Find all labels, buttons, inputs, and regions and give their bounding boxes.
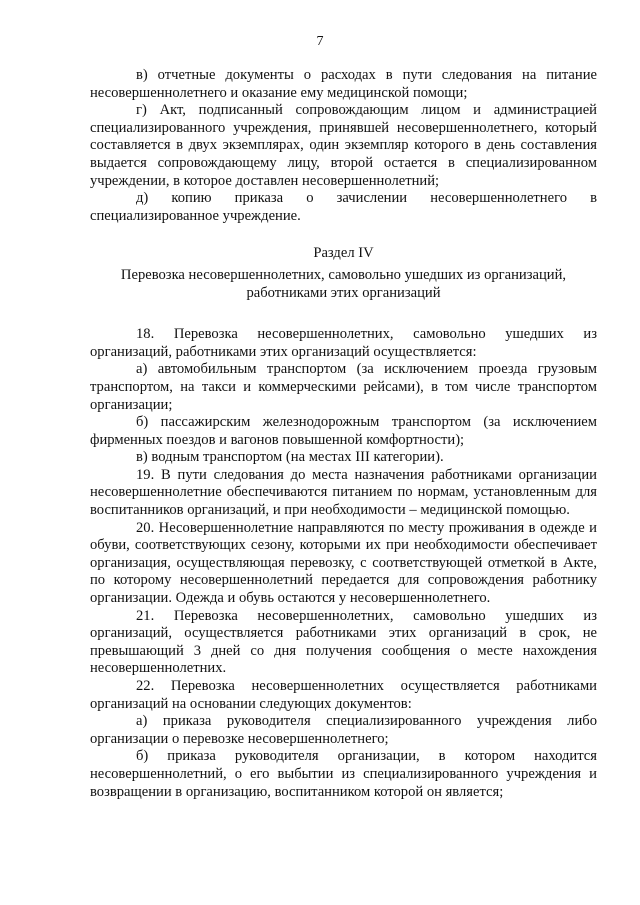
paragraph-item-d: д) копию приказа о зачислении несовершеннолетнего в специализированное учреждение. — [90, 190, 597, 224]
paragraph-18-b: б) пассажирским железнодорожным транспортом (за исключением фирменных поездов и вагонов повышенной комфортности); — [90, 414, 597, 448]
section-heading: Раздел IV — [313, 245, 374, 262]
paragraph-19: 19. В пути следования до места назначения работниками организации несовершеннолетние обеспечиваются питанием по нормам, установленным для воспитанников организаций, и при необходимости – медицинской помощью. — [90, 466, 597, 519]
paragraph-20: 20. Несовершеннолетние направляются по месту проживания в одежде и обуви, соответствующих сезону, которыми их при необходимости обеспечивает организация, осуществляющая перевозку, с соответствующей отметкой в Акте, по которому несовершеннолетний передается для сопровождения работнику организации. Одежда и обувь остаются у несовершеннолетнего. — [90, 519, 597, 607]
paragraph-22-a: а) приказа руководителя специализированного учреждения либо организации о перевозке несовершеннолетнего; — [90, 713, 597, 747]
paragraph-22: 22. Перевозка несовершеннолетних осуществляется работниками организаций на основании следующих документов: — [90, 678, 597, 712]
paragraph-18-v: в) водным транспортом (на местах III категории). — [136, 449, 444, 466]
paragraph-item-v: в) отчетные документы о расходах в пути следования на питание несовершеннолетнего и оказание ему медицинской помощи; — [90, 67, 597, 101]
page-number: 7 — [316, 34, 324, 49]
paragraph-item-g: г) Акт, подписанный сопровождающим лицом и администрацией специализированного учреждения, принявшей несовершеннолетнего, который составляется в двух экземплярах, один экземпляр которого в день составления выдается сопровождающему лицу, второй остается в специализированном учреждении, в которое доставлен несовершеннолетний; — [90, 102, 597, 189]
paragraph-18: 18. Перевозка несовершеннолетних, самовольно ушедших из организаций, работниками этих организаций осуществляется: — [90, 326, 597, 360]
paragraph-21: 21. Перевозка несовершеннолетних, самовольно ушедших из организаций, осуществляется работниками этих организаций в срок, не превышающий 3 дней со дня получения сообщения о месте нахождения несовершеннолетних. — [90, 607, 597, 677]
paragraph-22-b: б) приказа руководителя организации, в котором находится несовершеннолетний, о его выбытии из специализированного учреждения и возвращении в организацию, воспитанником которой он является; — [90, 748, 597, 800]
section-title: Перевозка несовершеннолетних, самовольно ушедших из организаций, работниками этих организаций — [120, 266, 567, 301]
paragraph-18-a: а) автомобильным транспортом (за исключением проезда грузовым транспортом, на такси и коммерческими рейсами), в том числе транспортом организации; — [90, 361, 597, 413]
page-content — [90, 67, 597, 801]
